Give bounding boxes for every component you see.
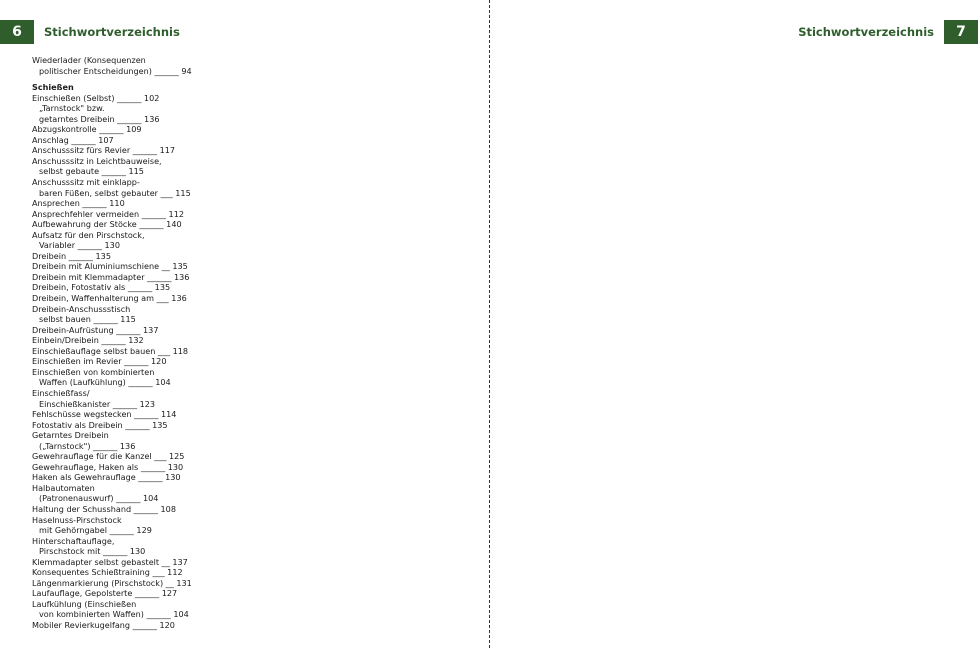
index-entry: Halbautomaten [32, 482, 95, 493]
index-entry: baren Füßen, selbst gebauter ___ 115 [39, 187, 191, 198]
index-entry: Dreibein ______ 135 [32, 250, 111, 261]
index-entry: Einschießkanister ______ 123 [39, 398, 156, 409]
index-column-1 [32, 55, 192, 631]
index-entry: Pirschstock mit ______ 130 [39, 546, 146, 557]
index-entry: Dreibein-Aufrüstung ______ 137 [32, 324, 159, 335]
index-entry: Gewehrauflage für die Kanzel ___ 125 [32, 451, 185, 462]
index-entry: Hinterschaftauflage, [32, 535, 115, 546]
index-entry: Haselnuss-Pirschstock [32, 514, 122, 525]
index-entry: Gewehrauflage, Haken als ______ 130 [32, 461, 184, 472]
index-entry: Anschusssitz fürs Revier ______ 117 [32, 145, 176, 156]
index-entry: Anschlag ______ 107 [32, 134, 114, 145]
index-entry: „Tarnstock" bzw. [39, 103, 105, 114]
index-entry: Dreibein mit Klemmadapter ______ 136 [32, 271, 190, 282]
index-entry: Ansprechen ______ 110 [32, 198, 125, 209]
index-entry: Einschießen (Selbst) ______ 102 [32, 92, 160, 103]
index-entry: Mobiler Revierkugelfang ______ 120 [32, 619, 175, 630]
index-entry: Waffen (Laufkühlung) ______ 104 [39, 377, 171, 388]
index-entry: Laufkühlung (Einschießen [32, 598, 137, 609]
index-entry: Einschießfass/ [32, 387, 90, 398]
page-number-left: 6 [0, 20, 34, 44]
index-entry: Dreibein mit Aluminiumschiene __ 135 [32, 261, 188, 272]
index-entry: Dreibein, Waffenhalterung am ___ 136 [32, 293, 187, 304]
index-entry: Einbein/Dreibein ______ 132 [32, 335, 144, 346]
header-right [496, 20, 978, 44]
index-entry: Ansprechfehler vermeiden ______ 112 [32, 208, 185, 219]
index-entry: Getarntes Dreibein [32, 430, 109, 441]
index-entry: Dreibein, Fotostativ als ______ 135 [32, 282, 171, 293]
index-entry: Einschießauflage selbst bauen ___ 118 [32, 345, 189, 356]
index-entry: Anschusssitz in Leichtbauweise, [32, 155, 162, 166]
index-entry: Einschießen von kombinierten [32, 366, 155, 377]
index-entry: selbst bauen ______ 115 [39, 314, 136, 325]
index-entry: (Patronenauswurf) ______ 104 [39, 493, 159, 504]
index-entry: Dreibein-Anschussstisch [32, 303, 131, 314]
index-entry: („Tarnstock") ______ 136 [39, 440, 136, 451]
index-section-heading: Schießen [32, 82, 74, 93]
index-entry: Einschießen im Revier ______ 120 [32, 356, 167, 367]
index-entry: getarntes Dreibein ______ 136 [39, 113, 160, 124]
index-entry: selbst gebaute ______ 115 [39, 166, 144, 177]
running-title-right: Stichwortverzeichnis [798, 25, 934, 39]
header-left [0, 20, 482, 44]
index-entry: Längenmarkierung (Pirschstock) __ 131 [32, 577, 192, 588]
index-entry: Fehlschüsse wegstecken ______ 114 [32, 409, 177, 420]
index-entry: Abzugskontrolle ______ 109 [32, 124, 142, 135]
index-entry: Haltung der Schusshand ______ 108 [32, 503, 176, 514]
index-entry: Anschusssitz mit einklapp- [32, 177, 140, 188]
index-entry: Haken als Gewehrauflage ______ 130 [32, 472, 181, 483]
index-entry: Klemmadapter selbst gebastelt __ 137 [32, 556, 188, 567]
running-title-left: Stichwortverzeichnis [44, 25, 180, 39]
index-entry: Laufauflage, Gepolsterte ______ 127 [32, 588, 178, 599]
index-entry: Aufsatz für den Pirschstock, [32, 229, 145, 240]
index-entry: mit Gehörngabel ______ 129 [39, 525, 152, 536]
index-entry: Wiederlader (Konsequenzen [32, 55, 146, 65]
index-entry: Fotostativ als Dreibein ______ 135 [32, 419, 168, 430]
index-entry: Konsequentes Schießtraining ___ 112 [32, 567, 183, 578]
page-number-right: 7 [944, 20, 978, 44]
index-entry: politischer Entscheidungen) ______ 94 [39, 65, 192, 76]
index-entry: Aufbewahrung der Stöcke ______ 140 [32, 219, 182, 230]
index-entry: Variabler ______ 130 [39, 240, 120, 251]
index-entry: von kombinierten Waffen) ______ 104 [39, 609, 189, 620]
page-divider [489, 0, 490, 648]
